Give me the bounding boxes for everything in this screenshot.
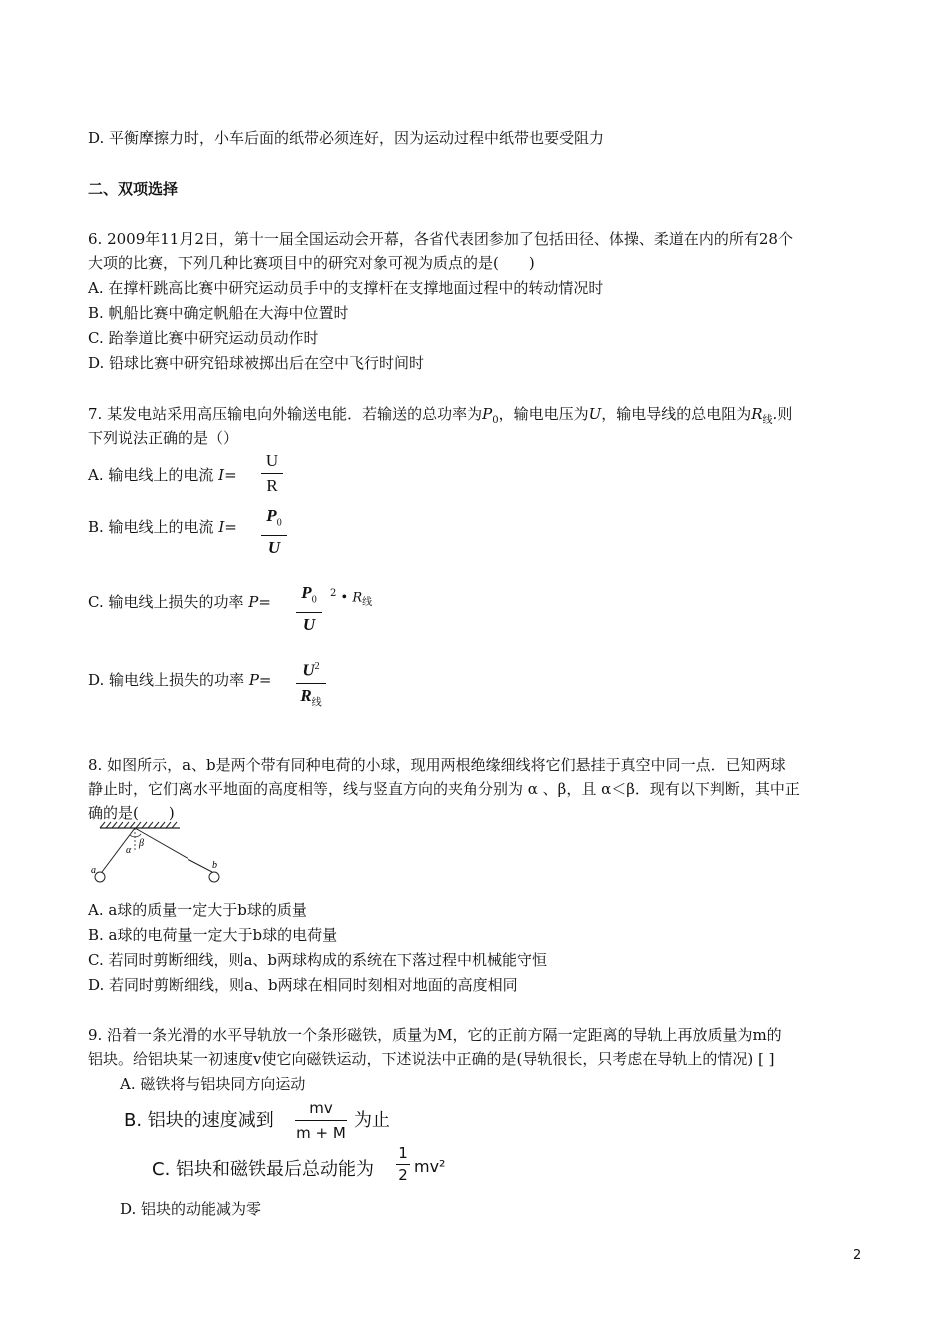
q7-stem-text-a: 7. 某发电站采用高压输电向外输送电能．若输送的总功率为 — [88, 405, 483, 423]
q7-option-c-numerator-sub: 0 — [311, 594, 317, 606]
q7-option-b-eq: = — [224, 518, 237, 536]
q7-stem-line1 — [88, 403, 792, 426]
q9-stem-line2: 铝块。给铝块某一初速度v使它向磁铁运动，下述说法中正确的是(导轨很长，只考虑在导轨上的情况) [ ] — [88, 1050, 775, 1068]
q7-option-c-exponent: 2 — [330, 588, 337, 599]
q9-option-c-denominator: 2 — [398, 1166, 408, 1184]
q8-stem-line3: 确的是( ) — [88, 804, 175, 822]
q9-option-c-text: C. 铝块和磁铁最后总动能为 — [152, 1159, 375, 1180]
q7-option-b-denominator: U — [267, 538, 281, 558]
q7-stem-text-c: ，输电导线的总电阻为 — [601, 405, 752, 423]
q6-stem-line2: 大项的比赛，下列几种比赛项目中的研究对象可视为质点的是( ) — [88, 254, 535, 272]
q7-option-a-eq: = — [224, 466, 237, 484]
q8-figure-right-part — [188, 820, 228, 892]
q7-option-b — [88, 516, 237, 537]
q7-option-d-numerator: U — [302, 660, 315, 680]
q6-option-d: D. 铅球比赛中研究铅球被掷出后在空中飞行时间时 — [88, 354, 425, 372]
q7-option-a-fraction — [261, 451, 283, 496]
q7-option-d-var: P — [248, 671, 259, 689]
q7-stem-line2: 下列说法正确的是（） — [88, 429, 239, 447]
q7-option-a-var: I — [218, 466, 225, 484]
q7-r-sub: 线 — [762, 415, 773, 426]
q7-option-c-tail-sub: 线 — [362, 596, 373, 608]
ball-b-circle — [209, 872, 219, 882]
q9-option-b-denominator: m + M — [296, 1124, 346, 1142]
q9-option-b-text: B. 铝块的速度减到 — [124, 1110, 274, 1131]
q5-option-d: D. 平衡摩擦力时，小车后面的纸带必须连好，因为运动过程中纸带也要受阻力 — [88, 129, 605, 147]
q7-option-b-var: I — [218, 518, 225, 536]
q7-option-c — [88, 591, 271, 612]
q7-option-a-numerator: U — [265, 451, 279, 470]
q7-option-b-numerator: P — [266, 506, 277, 525]
q9-option-b-suffix: 为止 — [354, 1110, 390, 1131]
q7-option-b-numerator-sub: 0 — [276, 517, 282, 529]
q7-option-c-eq: = — [258, 593, 271, 611]
q7-r: R — [751, 405, 763, 423]
q9-option-a: A. 磁铁将与铝块同方向运动 — [120, 1075, 306, 1093]
q7-option-b-text: B. 输电线上的电流 — [88, 518, 214, 536]
q9-option-c-numerator: 1 — [398, 1144, 408, 1162]
q9-option-c-suffix: mv² — [414, 1157, 446, 1176]
q7-option-c-text: C. 输电线上损失的功率 — [88, 593, 244, 611]
q7-option-b-fraction — [261, 506, 287, 558]
q7-option-d-denominator: R — [300, 685, 312, 705]
q6-stem-line1: 6. 2009年11月2日，第十一届全国运动会开幕，各省代表团参加了包括田径、体操、柔道在内的所有28个 — [88, 230, 793, 248]
string-b — [135, 828, 188, 872]
q7-stem-text-b: ，输电电压为 — [498, 405, 589, 423]
section-heading: 二、双项选择 — [88, 180, 179, 198]
q7-option-a-denominator: R — [266, 476, 278, 495]
q7-option-a — [88, 464, 237, 485]
q7-u: U — [588, 405, 602, 423]
q8-stem-line1: 8. 如图所示，a、b是两个带有同种电荷的小球，现用两根绝缘细线将它们悬挂于真空中同一点．已知两球 — [88, 756, 786, 774]
q7-option-d — [88, 669, 271, 690]
q7-option-d-numerator-sup: 2 — [314, 661, 320, 672]
q7-option-d-fraction — [296, 657, 326, 713]
q8-stem-line2: 静止时，它们离水平地面的高度相等，线与竖直方向的夹角分别为 α 、β，且 α＜β．现有以下判断，其中正 — [88, 780, 800, 798]
q9-option-d: D. 铝块的动能减为零 — [120, 1200, 262, 1218]
beta-label: β — [139, 838, 144, 849]
ceiling-hatching — [100, 822, 177, 828]
q6-option-b: B. 帆船比赛中确定帆船在大海中位置时 — [88, 304, 349, 322]
q8-option-a: A. a球的质量一定大于b球的质量 — [88, 901, 307, 919]
label-a: a — [91, 865, 96, 876]
q9-option-b-fraction — [295, 1098, 347, 1143]
q6-option-a: A. 在撑杆跳高比赛中研究运动员手中的支撑杆在支撑地面过程中的转动情况时 — [88, 279, 604, 297]
ball-a — [95, 872, 105, 882]
q8-option-d: D. 若同时剪断细线，则a、b两球在相同时刻相对地面的高度相同 — [88, 976, 518, 994]
q7-option-d-text: D. 输电线上损失的功率 — [88, 671, 245, 689]
q7-option-c-tail-text: • R — [340, 590, 363, 606]
q8-pendulum-figure — [88, 820, 188, 892]
q9-stem-line1: 9. 沿着一条光滑的水平导轨放一个条形磁铁，质量为M，它的正前方隔一定距离的导轨上再放质量为m的 — [88, 1026, 782, 1044]
alpha-label: α — [126, 845, 132, 856]
q7-option-d-eq: = — [258, 671, 272, 689]
q7-option-c-numerator: P — [301, 583, 312, 602]
label-b: b — [212, 860, 217, 871]
q7-p0: P — [482, 405, 493, 423]
string-b-continued — [188, 860, 212, 873]
q7-option-c-var: P — [248, 593, 259, 611]
q7-option-d-denominator-sub: 线 — [311, 697, 322, 709]
q6-option-c: C. 跆拳道比赛中研究运动员动作时 — [88, 329, 319, 347]
q7-p0-sub: 0 — [492, 415, 499, 426]
q9-option-c-fraction — [396, 1145, 410, 1184]
page-number: 2 — [853, 1248, 862, 1263]
q7-option-c-tail — [330, 588, 372, 608]
q8-option-b: B. a球的电荷量一定大于b球的电荷量 — [88, 926, 338, 944]
q8-option-c: C. 若同时剪断细线，则a、b两球构成的系统在下落过程中机械能守恒 — [88, 951, 548, 969]
angle-arc — [130, 834, 141, 837]
q9-option-b-numerator: mv — [309, 1099, 333, 1117]
q7-option-c-denominator: U — [302, 615, 316, 635]
q7-option-a-text: A. 输电线上的电流 — [88, 466, 214, 484]
q7-option-c-fraction — [296, 583, 322, 635]
q7-stem-text-d: .则 — [772, 405, 793, 423]
